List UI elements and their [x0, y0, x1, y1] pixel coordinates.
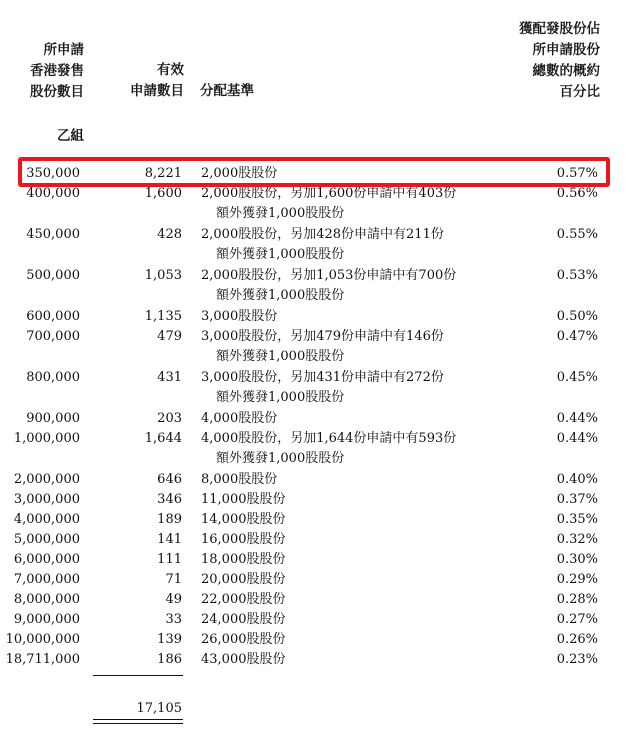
group-label: 乙組 [57, 128, 84, 144]
shares-cell: 700,000 [26, 329, 80, 344]
shares-cell: 8,000,000 [13, 592, 80, 607]
table-row [0, 610, 628, 630]
table-row [0, 368, 628, 409]
percentage-cell: 0.27% [556, 612, 598, 627]
percentage-cell: 0.57% [556, 166, 598, 181]
table-row [0, 530, 628, 550]
valid-applications-cell: 139 [157, 632, 182, 647]
allocation-basis-cont-cell: 額外獲發1,000股股份 [216, 451, 345, 466]
allocation-basis-cell: 26,000股股份 [201, 632, 286, 647]
allocation-basis-cont-cell: 額外獲發1,000股股份 [216, 206, 345, 221]
percentage-cell: 0.44% [556, 431, 598, 446]
valid-applications-cell: 186 [157, 652, 182, 667]
shares-cell: 350,000 [26, 166, 80, 181]
allocation-basis-cell: 2,000股股份 [201, 166, 278, 181]
shares-cell: 7,000,000 [13, 572, 80, 587]
shares-cell: 450,000 [26, 227, 80, 242]
allocation-basis-cont-cell: 額外獲發1,000股股份 [216, 349, 345, 364]
valid-applications-cell: 189 [157, 512, 182, 527]
table-row [0, 409, 628, 429]
shares-cell: 9,000,000 [13, 612, 80, 627]
shares-cell: 6,000,000 [13, 552, 80, 567]
header-line: 股份數目 [30, 84, 84, 100]
sum-rule [93, 675, 183, 676]
percentage-cell: 0.44% [556, 411, 598, 426]
total-double-rule [93, 719, 183, 724]
table-row [0, 550, 628, 570]
percentage-cell: 0.28% [556, 592, 598, 607]
allocation-basis-cell: 4,000股股份 [201, 411, 278, 426]
percentage-cell: 0.29% [556, 572, 598, 587]
percentage-cell: 0.35% [556, 512, 598, 527]
table-row [0, 184, 628, 225]
allocation-basis-cell: 3,000股股份 [201, 309, 278, 324]
percentage-cell: 0.55% [556, 227, 598, 242]
table-row [0, 429, 628, 470]
allocation-basis-cell: 16,000股股份 [201, 532, 286, 547]
table-row [0, 266, 628, 307]
percentage-cell: 0.45% [556, 370, 598, 385]
header-line: 所申請 [43, 42, 84, 58]
percentage-cell: 0.30% [556, 552, 598, 567]
table-row [0, 490, 628, 510]
valid-applications-cell: 33 [165, 612, 182, 627]
header-line: 申請數目 [130, 83, 184, 99]
valid-applications-cell: 428 [157, 227, 182, 242]
header-line: 香港發售 [30, 63, 84, 79]
shares-cell: 900,000 [26, 411, 80, 426]
percentage-cell: 0.23% [556, 652, 598, 667]
valid-applications-cell: 49 [165, 592, 182, 607]
valid-applications-cell: 431 [157, 370, 182, 385]
allocation-table [0, 164, 628, 670]
allocation-basis-cont-cell: 額外獲發1,000股股份 [216, 288, 345, 303]
allocation-basis-cell: 2,000股股份，另加428份申請中有211份 [201, 227, 444, 242]
table-row [0, 470, 628, 490]
table-row [0, 327, 628, 368]
percentage-cell: 0.26% [556, 632, 598, 647]
valid-applications-cell: 1,644 [144, 431, 182, 446]
table-row [0, 630, 628, 650]
percentage-cell: 0.56% [556, 186, 598, 201]
valid-applications-cell: 1,053 [144, 268, 182, 283]
valid-applications-cell: 479 [157, 329, 182, 344]
valid-applications-cell: 141 [157, 532, 182, 547]
valid-applications-cell: 8,221 [144, 166, 182, 181]
allocation-basis-cell: 8,000股股份 [201, 472, 278, 487]
header-valid-applications [110, 60, 184, 102]
allocation-basis-cell: 3,000股股份，另加479份申請中有146份 [201, 329, 444, 344]
shares-cell: 1,000,000 [13, 431, 80, 446]
allocation-basis-cell: 3,000股股份，另加431份申請中有272份 [201, 370, 444, 385]
allocation-basis-cell: 22,000股股份 [201, 592, 286, 607]
shares-cell: 2,000,000 [13, 472, 80, 487]
allocation-basis-cell: 11,000股股份 [201, 492, 286, 507]
valid-applications-cell: 111 [157, 552, 182, 567]
allocation-basis-cell: 14,000股股份 [201, 512, 286, 527]
highlight-box [18, 157, 610, 187]
allocation-basis-cell: 20,000股股份 [201, 572, 286, 587]
allocation-basis-cell: 4,000股股份，另加1,644份申請中有593份 [201, 431, 457, 446]
allocation-basis-cell: 18,000股股份 [201, 552, 286, 567]
valid-applications-cell: 346 [157, 492, 182, 507]
percentage-cell: 0.32% [556, 532, 598, 547]
shares-cell: 600,000 [26, 309, 80, 324]
valid-applications-cell: 203 [157, 411, 182, 426]
total-applications: 17,105 [136, 701, 182, 716]
header-line: 有效 [157, 62, 184, 78]
allocation-basis-cell: 43,000股股份 [201, 652, 286, 667]
table-row [0, 225, 628, 266]
header-allocation-basis [200, 81, 254, 102]
table-row [0, 307, 628, 327]
allocation-basis-cont-cell: 額外獲發1,000股股份 [216, 247, 345, 262]
header-line: 獲配發股份佔 [519, 21, 600, 37]
valid-applications-cell: 1,600 [144, 186, 182, 201]
percentage-cell: 0.50% [556, 309, 598, 324]
percentage-cell: 0.53% [556, 268, 598, 283]
shares-cell: 800,000 [26, 370, 80, 385]
table-row [0, 510, 628, 530]
shares-cell: 4,000,000 [13, 512, 80, 527]
header-line: 所申請股份 [532, 42, 600, 58]
shares-cell: 400,000 [26, 186, 80, 201]
shares-cell: 18,711,000 [5, 652, 80, 667]
header-shares-applied [18, 40, 84, 103]
percentage-cell: 0.47% [556, 329, 598, 344]
table-row [0, 650, 628, 670]
percentage-cell: 0.40% [556, 472, 598, 487]
header-line: 總數的概約 [532, 63, 600, 79]
allocation-basis-cell: 24,000股股份 [201, 612, 286, 627]
allocation-basis-cont-cell: 額外獲發1,000股股份 [216, 390, 345, 405]
table-row [0, 570, 628, 590]
shares-cell: 5,000,000 [13, 532, 80, 547]
valid-applications-cell: 71 [165, 572, 182, 587]
shares-cell: 10,000,000 [5, 632, 80, 647]
allocation-basis-cell: 2,000股股份，另加1,600份申請中有403份 [201, 186, 457, 201]
header-line: 分配基準 [200, 83, 254, 99]
valid-applications-cell: 646 [157, 472, 182, 487]
valid-applications-cell: 1,135 [144, 309, 182, 324]
allocation-basis-cell: 2,000股股份，另加1,053份申請中有700份 [201, 268, 457, 283]
header-line: 百分比 [559, 84, 600, 100]
shares-cell: 500,000 [26, 268, 80, 283]
shares-cell: 3,000,000 [13, 492, 80, 507]
percentage-cell: 0.37% [556, 492, 598, 507]
header-approx-percentage [440, 19, 600, 103]
table-row [0, 590, 628, 610]
